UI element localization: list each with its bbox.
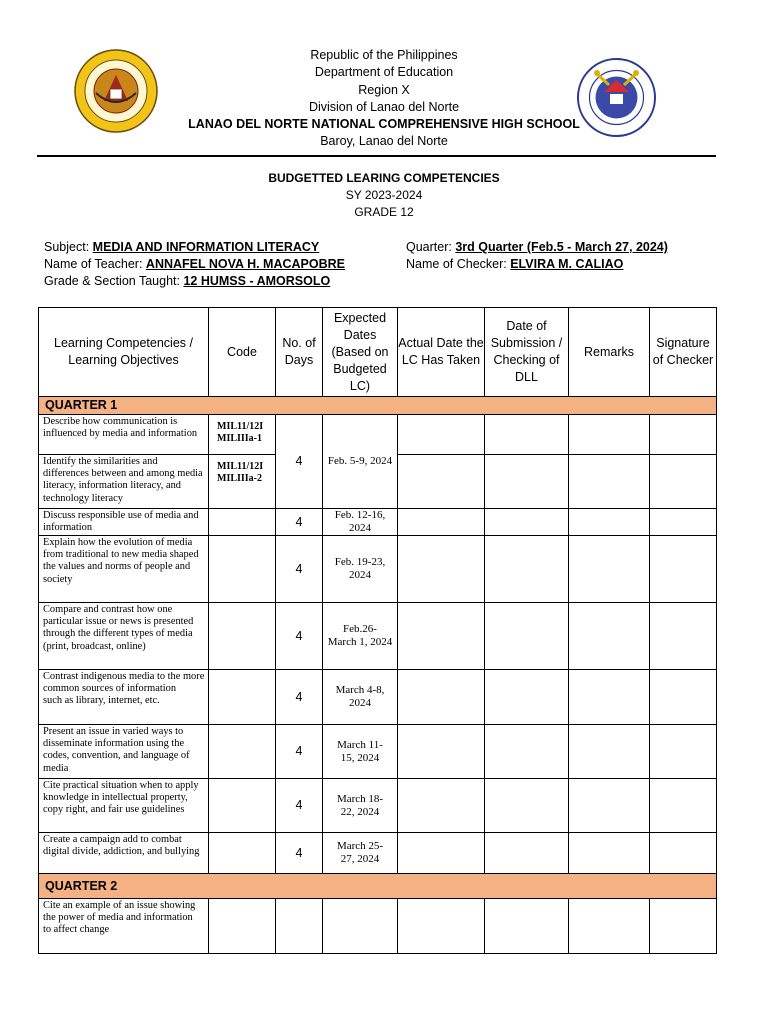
competency-cell: Cite an example of an issue showing the power of media and information to affect change xyxy=(39,899,209,954)
actual-date-cell xyxy=(398,536,485,603)
grade-level: GRADE 12 xyxy=(354,205,414,219)
actual-date-cell xyxy=(398,899,485,954)
signature-cell xyxy=(650,670,717,725)
school-name: LANAO DEL NORTE NATIONAL COMPREHENSIVE HIGH SCHOOL xyxy=(188,117,580,132)
code-cell xyxy=(209,899,276,954)
remarks-cell xyxy=(569,833,650,874)
code-cell: MIL11/12I MILIIIa-1 xyxy=(209,415,276,455)
days-cell: 4 xyxy=(276,779,323,833)
col-header-code: Code xyxy=(209,308,276,397)
signature-cell xyxy=(650,833,717,874)
days-cell: 4 xyxy=(276,725,323,779)
signature-cell xyxy=(650,455,717,509)
signature-cell xyxy=(650,725,717,779)
remarks-cell xyxy=(569,536,650,603)
competency-cell: Contrast indigenous media to the more common sources of information such as library, internet, etc. xyxy=(39,670,209,725)
quarter-line xyxy=(406,239,668,256)
submission-cell xyxy=(485,779,569,833)
submission-cell xyxy=(485,670,569,725)
expected-date-cell: March 25- 27, 2024 xyxy=(323,833,398,874)
submission-cell xyxy=(485,725,569,779)
competency-cell: Present an issue in varied ways to disseminate information using the codes, convention, and language of media xyxy=(39,725,209,779)
signature-cell xyxy=(650,779,717,833)
competency-cell: Discuss responsible use of media and information xyxy=(39,509,209,536)
col-header-actual-date: Actual Date the LC Has Taken xyxy=(398,308,485,397)
col-header-remarks: Remarks xyxy=(569,308,650,397)
actual-date-cell xyxy=(398,670,485,725)
remarks-cell xyxy=(569,725,650,779)
remarks-cell xyxy=(569,670,650,725)
submission-cell xyxy=(485,455,569,509)
days-cell: 4 xyxy=(276,509,323,536)
table-row xyxy=(39,670,717,725)
signature-cell xyxy=(650,536,717,603)
document-title-block xyxy=(0,170,768,221)
quarter-value: 3rd Quarter (Feb.5 - March 27, 2024) xyxy=(455,240,668,254)
competencies-table xyxy=(38,307,717,954)
checker-value: ELVIRA M. CALIAO xyxy=(510,257,624,271)
submission-cell xyxy=(485,536,569,603)
quarter-label: Quarter: xyxy=(406,240,452,254)
days-cell: 4 xyxy=(276,536,323,603)
submission-cell xyxy=(485,899,569,954)
remarks-cell xyxy=(569,455,650,509)
school-location: Baroy, Lanao del Norte xyxy=(320,134,448,149)
days-cell: 4 xyxy=(276,603,323,670)
teacher-line xyxy=(44,256,345,273)
quarter-2-row xyxy=(39,874,717,899)
competency-cell: Identify the similarities and differences between and among media literacy, information literacy, and technology literacy xyxy=(39,455,209,509)
section-value: 12 HUMSS - AMORSOLO xyxy=(183,274,331,288)
submission-cell xyxy=(485,603,569,670)
col-header-competencies: Learning Competencies / Learning Objectives xyxy=(39,308,209,397)
table-row xyxy=(39,779,717,833)
teacher-value: ANNAFEL NOVA H. MACAPOBRE xyxy=(145,257,346,271)
school-year: SY 2023-2024 xyxy=(345,188,423,202)
teacher-label: Name of Teacher: xyxy=(44,257,143,271)
col-header-expected-dates: Expected Dates (Based on Budgeted LC) xyxy=(323,308,398,397)
actual-date-cell xyxy=(398,725,485,779)
code-cell xyxy=(209,670,276,725)
quarter-1-label: QUARTER 1 xyxy=(39,397,717,415)
days-cell: 4 xyxy=(276,833,323,874)
header-line-2: Department of Education xyxy=(314,65,454,80)
table-row xyxy=(39,415,717,455)
subject-value: MEDIA AND INFORMATION LITERACY xyxy=(92,240,320,254)
table-row xyxy=(39,603,717,670)
code-cell xyxy=(209,536,276,603)
code-cell xyxy=(209,779,276,833)
table-row xyxy=(39,536,717,603)
expected-date-cell: Feb. 5-9, 2024 xyxy=(323,415,398,509)
table-row xyxy=(39,725,717,779)
section-label: Grade & Section Taught: xyxy=(44,274,180,288)
code-cell xyxy=(209,833,276,874)
code-cell xyxy=(209,603,276,670)
header-line-4: Division of Lanao del Norte xyxy=(308,99,460,114)
remarks-cell xyxy=(569,415,650,455)
days-cell: 4 xyxy=(276,415,323,509)
code-cell xyxy=(209,725,276,779)
table-row xyxy=(39,899,717,954)
expected-date-cell: Feb. 12-16, 2024 xyxy=(323,509,398,536)
submission-cell xyxy=(485,833,569,874)
competency-cell: Explain how the evolution of media from traditional to new media shaped the values and norms of people and society xyxy=(39,536,209,603)
competency-cell: Create a campaign add to combat digital divide, addiction, and bullying xyxy=(39,833,209,874)
signature-cell xyxy=(650,415,717,455)
competency-cell: Describe how communication is influenced by media and information xyxy=(39,415,209,455)
actual-date-cell xyxy=(398,415,485,455)
expected-date-cell: March 11- 15, 2024 xyxy=(323,725,398,779)
quarter-2-label: QUARTER 2 xyxy=(39,874,717,899)
checker-label: Name of Checker: xyxy=(406,257,507,271)
actual-date-cell xyxy=(398,779,485,833)
table-header-row xyxy=(39,308,717,397)
document-title: BUDGETTED LEARING COMPETENCIES xyxy=(268,171,500,185)
actual-date-cell xyxy=(398,509,485,536)
code-cell xyxy=(209,509,276,536)
col-header-days: No. of Days xyxy=(276,308,323,397)
days-cell xyxy=(276,899,323,954)
header-line-1: Republic of the Philippines xyxy=(310,48,458,62)
letterhead xyxy=(0,47,768,151)
checker-line xyxy=(406,256,623,273)
signature-cell xyxy=(650,509,717,536)
days-cell: 4 xyxy=(276,670,323,725)
col-header-signature: Signature of Checker xyxy=(650,308,717,397)
expected-date-cell: March 4-8, 2024 xyxy=(323,670,398,725)
code-cell: MIL11/12I MILIIIa-2 xyxy=(209,455,276,509)
remarks-cell xyxy=(569,779,650,833)
col-header-submission: Date of Submission / Checking of DLL xyxy=(485,308,569,397)
table-row xyxy=(39,833,717,874)
signature-cell xyxy=(650,899,717,954)
competency-cell: Compare and contrast how one particular issue or news is presented through the different types of media (print, broadcast, online) xyxy=(39,603,209,670)
remarks-cell xyxy=(569,899,650,954)
subject-label: Subject: xyxy=(44,240,90,254)
actual-date-cell xyxy=(398,603,485,670)
submission-cell xyxy=(485,415,569,455)
competency-cell: Cite practical situation when to apply knowledge in intellectual property, copy right, and fair use guidelines xyxy=(39,779,209,833)
expected-date-cell: Feb. 19-23, 2024 xyxy=(323,536,398,603)
signature-cell xyxy=(650,603,717,670)
quarter-1-row xyxy=(39,397,717,415)
section-line xyxy=(44,273,330,290)
remarks-cell xyxy=(569,603,650,670)
actual-date-cell xyxy=(398,455,485,509)
header-line-3: Region X xyxy=(358,82,410,97)
expected-date-cell: March 18- 22, 2024 xyxy=(323,779,398,833)
remarks-cell xyxy=(569,509,650,536)
header-divider xyxy=(37,155,716,157)
submission-cell xyxy=(485,509,569,536)
table-row xyxy=(39,509,717,536)
actual-date-cell xyxy=(398,833,485,874)
expected-date-cell xyxy=(323,899,398,954)
subject-line xyxy=(44,239,319,256)
expected-date-cell: Feb.26- March 1, 2024 xyxy=(323,603,398,670)
